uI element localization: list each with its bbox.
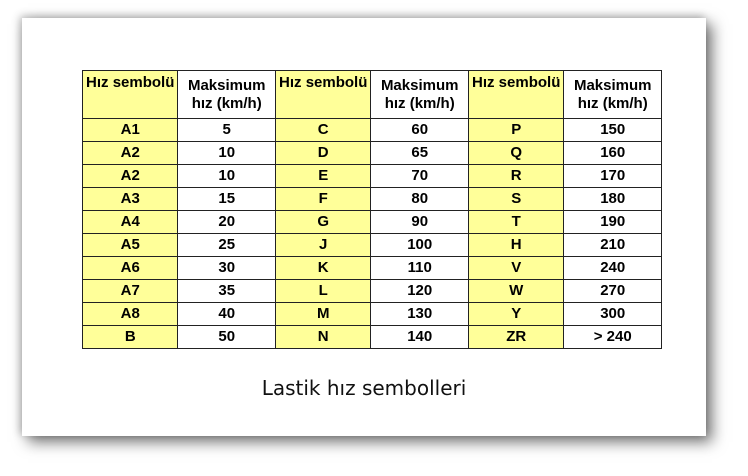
max-speed-cell: 15 xyxy=(178,188,276,211)
speed-symbol-cell: S xyxy=(468,188,563,211)
speed-symbol-cell: H xyxy=(468,234,563,257)
max-speed-cell: 40 xyxy=(178,303,276,326)
max-speed-cell: 240 xyxy=(564,257,662,280)
speed-symbol-cell: K xyxy=(275,257,370,280)
speed-symbol-cell: A5 xyxy=(83,234,178,257)
max-speed-cell: 65 xyxy=(371,142,469,165)
max-speed-cell: 20 xyxy=(178,211,276,234)
table-row xyxy=(83,326,662,349)
speed-symbol-cell: B xyxy=(83,326,178,349)
max-speed-cell: 140 xyxy=(371,326,469,349)
speed-symbol-cell: A2 xyxy=(83,142,178,165)
speed-symbol-cell: W xyxy=(468,280,563,303)
speed-symbol-cell: R xyxy=(468,165,563,188)
max-speed-cell: 25 xyxy=(178,234,276,257)
max-speed-cell: 300 xyxy=(564,303,662,326)
speed-symbol-cell: N xyxy=(275,326,370,349)
table-row xyxy=(83,142,662,165)
speed-symbol-cell: A6 xyxy=(83,257,178,280)
max-speed-cell: 150 xyxy=(564,119,662,142)
header-max-speed: Maksimum hız (km/h) xyxy=(178,71,276,119)
speed-symbol-cell: T xyxy=(468,211,563,234)
max-speed-cell: 30 xyxy=(178,257,276,280)
speed-symbol-cell: F xyxy=(275,188,370,211)
max-speed-cell: 80 xyxy=(371,188,469,211)
max-speed-cell: 120 xyxy=(371,280,469,303)
max-speed-cell: 100 xyxy=(371,234,469,257)
max-speed-cell: 170 xyxy=(564,165,662,188)
table-row xyxy=(83,211,662,234)
max-speed-cell: 270 xyxy=(564,280,662,303)
table-row xyxy=(83,188,662,211)
header-max-speed: Maksimum hız (km/h) xyxy=(564,71,662,119)
header-symbol: Hız sembolü xyxy=(275,71,370,119)
max-speed-cell: 130 xyxy=(371,303,469,326)
max-speed-cell: 70 xyxy=(371,165,469,188)
speed-symbol-cell: G xyxy=(275,211,370,234)
figure-card xyxy=(22,18,706,436)
header-symbol: Hız sembolü xyxy=(83,71,178,119)
table-body xyxy=(83,119,662,349)
figure-caption: Lastik hız sembolleri xyxy=(261,376,467,400)
max-speed-cell: 190 xyxy=(564,211,662,234)
table-row xyxy=(83,119,662,142)
speed-symbol-cell: Q xyxy=(468,142,563,165)
table-row xyxy=(83,257,662,280)
speed-symbol-cell: A8 xyxy=(83,303,178,326)
max-speed-cell: > 240 xyxy=(564,326,662,349)
speed-symbol-cell: ZR xyxy=(468,326,563,349)
speed-symbol-cell: V xyxy=(468,257,563,280)
max-speed-cell: 60 xyxy=(371,119,469,142)
max-speed-cell: 210 xyxy=(564,234,662,257)
max-speed-cell: 180 xyxy=(564,188,662,211)
speed-symbol-cell: A2 xyxy=(83,165,178,188)
table-row xyxy=(83,303,662,326)
header-symbol: Hız sembolü xyxy=(468,71,563,119)
speed-symbol-cell: C xyxy=(275,119,370,142)
speed-symbol-cell: E xyxy=(275,165,370,188)
speed-symbol-cell: P xyxy=(468,119,563,142)
header-max-speed: Maksimum hız (km/h) xyxy=(371,71,469,119)
max-speed-cell: 5 xyxy=(178,119,276,142)
speed-symbol-cell: D xyxy=(275,142,370,165)
speed-symbol-cell: J xyxy=(275,234,370,257)
speed-symbol-table xyxy=(82,70,662,349)
table-row xyxy=(83,165,662,188)
max-speed-cell: 10 xyxy=(178,165,276,188)
table-row xyxy=(83,234,662,257)
speed-symbol-cell: Y xyxy=(468,303,563,326)
max-speed-cell: 110 xyxy=(371,257,469,280)
speed-symbol-cell: A7 xyxy=(83,280,178,303)
speed-symbol-cell: L xyxy=(275,280,370,303)
max-speed-cell: 90 xyxy=(371,211,469,234)
speed-symbol-cell: M xyxy=(275,303,370,326)
max-speed-cell: 160 xyxy=(564,142,662,165)
max-speed-cell: 50 xyxy=(178,326,276,349)
speed-symbol-cell: A3 xyxy=(83,188,178,211)
speed-symbol-cell: A4 xyxy=(83,211,178,234)
max-speed-cell: 10 xyxy=(178,142,276,165)
table-row xyxy=(83,280,662,303)
table-header-row xyxy=(83,71,662,119)
speed-symbol-cell: A1 xyxy=(83,119,178,142)
max-speed-cell: 35 xyxy=(178,280,276,303)
